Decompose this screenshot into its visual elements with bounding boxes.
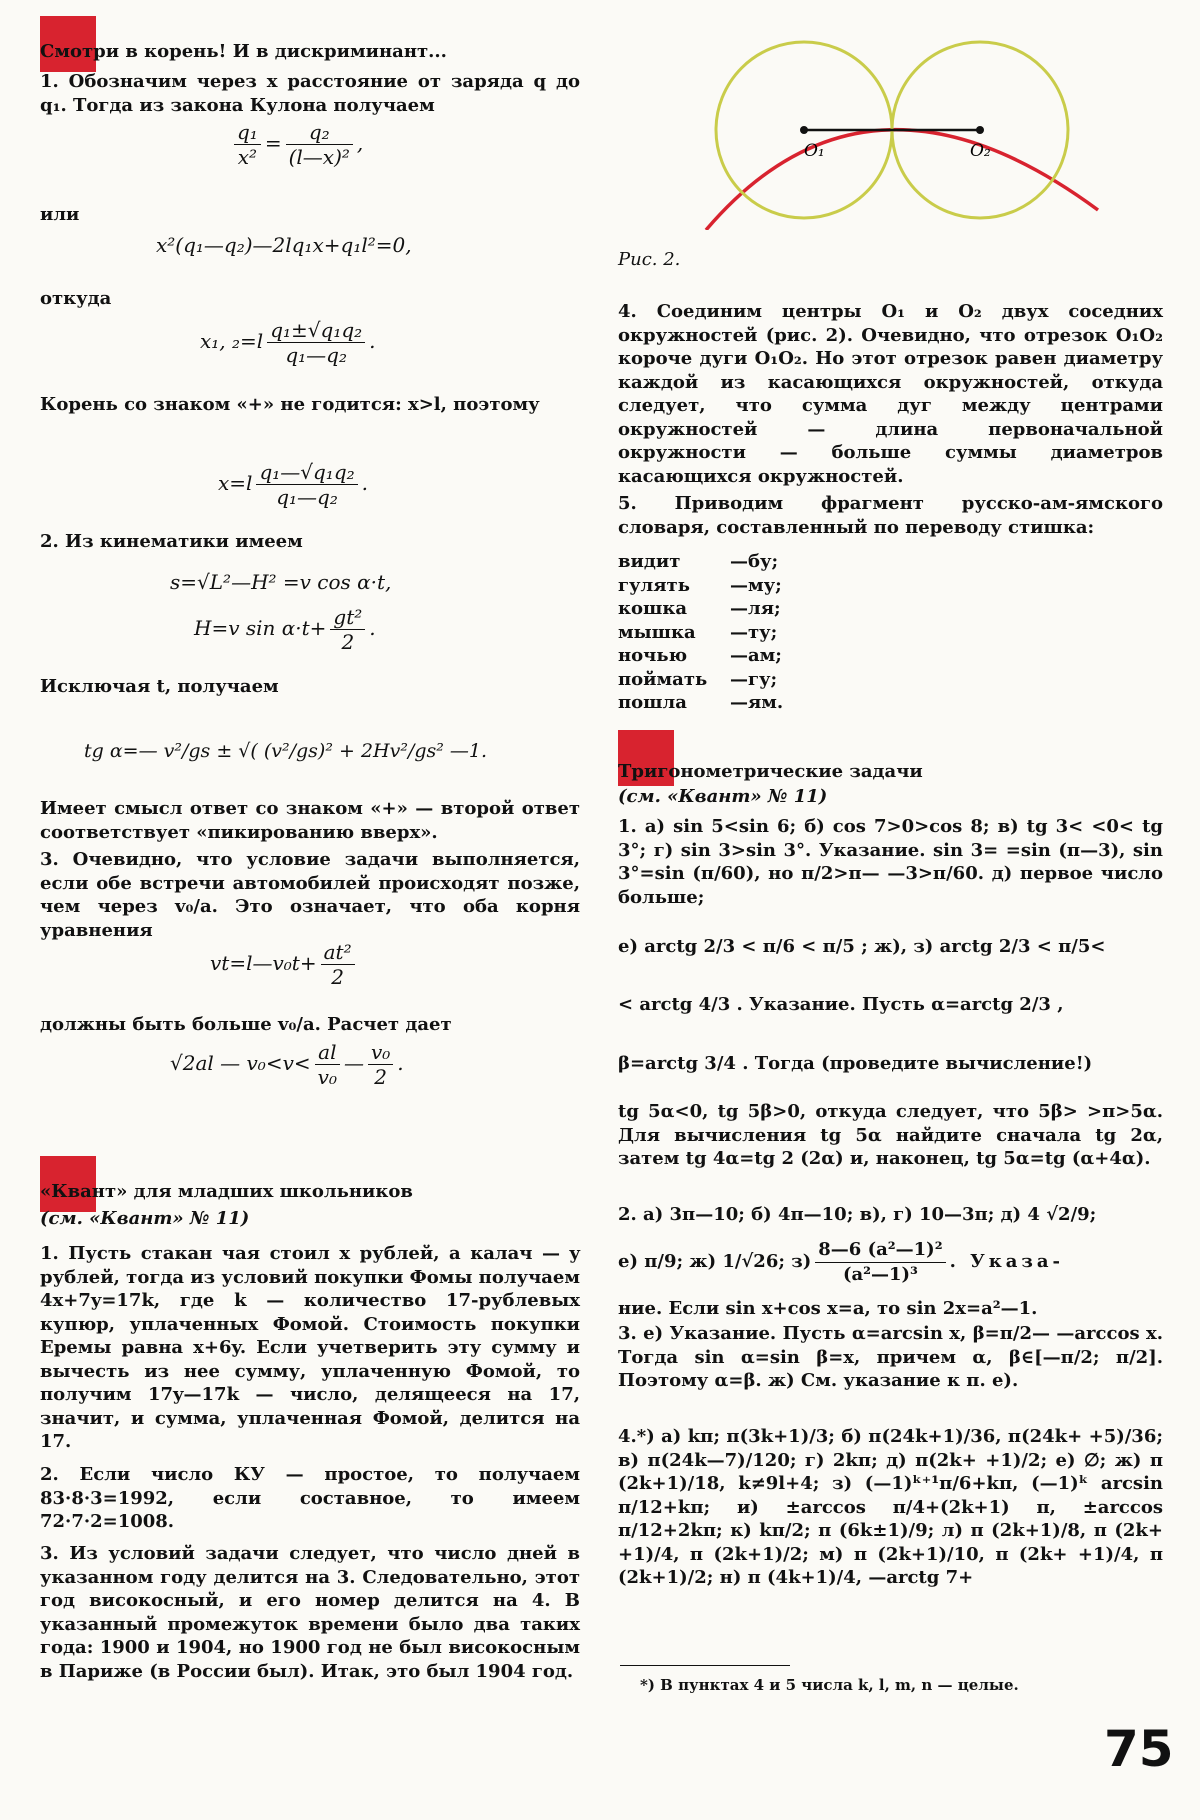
formula-kinematics-2: H=v sin α·t+ $\frac{\text{gt²}}{2}$ . bbox=[194, 605, 376, 654]
paragraph: < arctg 4/3 . Указание. Пусть α=arctg 2/3 , bbox=[618, 994, 1064, 1015]
formula-tangent: tg α=— v²/gs ± √( (v²/gs)² + 2Hv²/gs² —1. bbox=[84, 740, 488, 762]
formula-root: x=l $\frac{\text{q₁—√q₁q₂}}{\text{q₁—q₂}}$ . bbox=[218, 460, 369, 509]
paragraph: 3. е) Указание. Пусть α=arcsin x, β=π/2— —arccos x. Тогда sin α=sin β=x, причем α, β∈[—π/2; π/2]. Поэтому α=β. ж) См. указание к п. е). bbox=[618, 1323, 1163, 1391]
paragraph-formula: е) π/9; ж) 1/√26; з) $\frac{\text{8—6 (a²—1)²}}{\text{(a²—1)³}}$ . Указа- bbox=[618, 1239, 1065, 1285]
formula-quadratic: x²(q₁—q₂)—2lq₁x+q₁l²=0, bbox=[156, 233, 412, 257]
footnote-divider bbox=[620, 1665, 790, 1666]
paragraph: Исключая t, получаем bbox=[40, 676, 279, 697]
section-subtitle: (см. «Квант» № 11) bbox=[40, 1208, 250, 1229]
paragraph: 5. Приводим фрагмент русско-ам-ямского словаря, составленный по переводу стишка: bbox=[618, 493, 1163, 538]
paragraph: 2. Из кинематики имеем bbox=[40, 531, 303, 552]
section-title: Смотри в корень! И в дискриминант... bbox=[40, 41, 447, 62]
paragraph: 1. Пусть стакан чая стоил x рублей, а калач — y рублей, тогда из условий покупки Фомы получаем 4x+7y=17k, где k — количество 17-рублевых купюр, уплаченных Фомой. Стоимость покупки Еремы равна x+6y. Если учетверить эту сумму и вычесть из нее сумму, уплаченную Фомой, то получим 17y—17k — число, делящееся на 17, значит, и сумма, уплаченная Фомой, делится на 17. bbox=[40, 1243, 580, 1452]
paragraph: должны быть больше v₀/a. Расчет дает bbox=[40, 1014, 452, 1035]
paragraph: 2. а) 3π—10; б) 4π—10; в), г) 10—3π; д) 4 √2/9; bbox=[618, 1204, 1097, 1225]
label-o1: O₁ bbox=[804, 141, 825, 161]
section-subtitle: (см. «Квант» № 11) bbox=[618, 786, 828, 807]
label-o2: O₂ bbox=[970, 141, 991, 161]
page-number: 75 bbox=[1104, 1720, 1174, 1778]
paragraph: β=arctg 3/4 . Тогда (проведите вычисление!) bbox=[618, 1053, 1093, 1074]
dict-row: поймать —гу; bbox=[618, 668, 778, 690]
paragraph: 4.*) а) kπ; π(3k+1)/3; б) π(24k+1)/36, π(24k+ +5)/36; в) π(24k—7)/120; г) 2kπ; д) π(2k+ +1)/2; е) ∅; ж) π (2k+1)/18, k≠9l+4; з) (—1)ᵏ⁺¹π/6+kπ, (—1)ᵏ arcsin π/12+kπ; и) ±arccos π/4+(2k+1) π, ±arccos π/12+2kπ; к) kπ/2; π (6k±1)/9; л) π (2k+1)/8, π (2k+ +1)/4, π (2k+1)/2; м) π (2k+1)/10, π (2k+ +1)/4, π (2k+1)/2; н) π (4k+1)/4, —arctg 7+ bbox=[618, 1426, 1163, 1588]
paragraph: 1. а) sin 5<sin 6; б) cos 7>0>cos 8; в) tg 3< <0< tg 3°; г) sin 3>sin 3°. Указание. sin 3= =sin (π—3), sin 3°=sin (π/60), но π/2>π— —3>π/60. д) первое число больше; bbox=[618, 816, 1163, 908]
paragraph: ние. Если sin x+cos x=a, то sin 2x=a²—1. bbox=[618, 1298, 1038, 1319]
paragraph: 3. Очевидно, что условие задачи выполняется, если обе встречи автомобилей происходят позже, чем через v₀/a. Это означает, что оба корня уравнения bbox=[40, 849, 580, 941]
formula-coulomb: $\frac{\text{q₁}}{\text{x²}}$ = $\frac{\text{q₂}}{\text{(l—x)²}}$ , bbox=[230, 120, 363, 169]
figure-caption: Рис. 2. bbox=[618, 249, 681, 270]
dict-row: видит —бу; bbox=[618, 551, 779, 572]
dict-row: мышка —ту; bbox=[618, 621, 778, 643]
dict-row: пошла —ям. bbox=[618, 692, 784, 713]
formula-inequality: √2al — v₀<v< $\frac{al}{\text{v₀}}$ — $\frac{\text{v₀}}{2}$ . bbox=[170, 1040, 404, 1089]
paragraph: 1. Обозначим через x расстояние от заряда q до q₁. Тогда из закона Кулона получаем bbox=[40, 71, 580, 116]
figure-circles bbox=[618, 20, 1118, 230]
text-ili: или bbox=[40, 204, 80, 225]
dict-row: гулять —му; bbox=[618, 574, 782, 596]
paragraph: Корень со знаком «+» не годится: x>l, поэтому bbox=[40, 394, 540, 415]
dict-row: ночью —ам; bbox=[618, 645, 782, 666]
formula-motion: vt=l—v₀t+ $\frac{\text{at²}}{2}$ bbox=[210, 940, 359, 989]
paragraph: tg 5α<0, tg 5β>0, откуда следует, что 5β> >π>5α. Для вычисления tg 5α найдите сначала tg 2α, затем tg 4α=tg 2 (2α) и, наконец, tg 5α=tg (α+4α). bbox=[618, 1101, 1163, 1169]
center-o2 bbox=[976, 126, 984, 134]
formula-kinematics-1: s=√L²—H² =v cos α·t, bbox=[170, 570, 392, 594]
section-title: «Квант» для младших школьников bbox=[40, 1181, 413, 1202]
dictionary-list bbox=[618, 550, 783, 715]
large-arc bbox=[706, 130, 1098, 230]
formula-roots: x₁, ₂=l $\frac{\text{q₁±√q₁q₂}}{\text{q₁—q₂}}$ . bbox=[200, 318, 376, 367]
footnote: *) В пунктах 4 и 5 числа k, l, m, n — целые. bbox=[640, 1676, 1019, 1694]
paragraph: 4. Соединим центры O₁ и O₂ двух соседних окружностей (рис. 2). Очевидно, что отрезок O₁O₂ короче дуги O₁O₂. Но этот отрезок равен диаметру каждой из касающихся окружностей, откуда следует, что сумма дуг между центрами окружностей — длина первоначальной окружности — больше суммы диаметров касающихся окружностей. bbox=[618, 301, 1163, 487]
paragraph: е) arctg 2/3 < π/6 < π/5 ; ж), з) arctg 2/3 < π/5< bbox=[618, 936, 1106, 957]
dict-row: кошка —ля; bbox=[618, 598, 781, 619]
paragraph: Имеет смысл ответ со знаком «+» — второй ответ соответствует «пикированию вверх». bbox=[40, 798, 580, 843]
center-o1 bbox=[800, 126, 808, 134]
paragraph: 3. Из условий задачи следует, что число дней в указанном году делится на 3. Следовательно, этот год високосный, и его номер делится на 4. В указанный промежуток времени было два таких года: 1900 и 1904, но 1900 год не был високосным в Париже (в России был). Итак, это был 1904 год. bbox=[40, 1543, 580, 1682]
section-title: Тригонометрические задачи bbox=[618, 761, 923, 782]
text-otkuda: откуда bbox=[40, 288, 112, 309]
paragraph: 2. Если число КУ — простое, то получаем 83·8·3=1992, если составное, то имеем 72·7·2=1008. bbox=[40, 1464, 580, 1532]
